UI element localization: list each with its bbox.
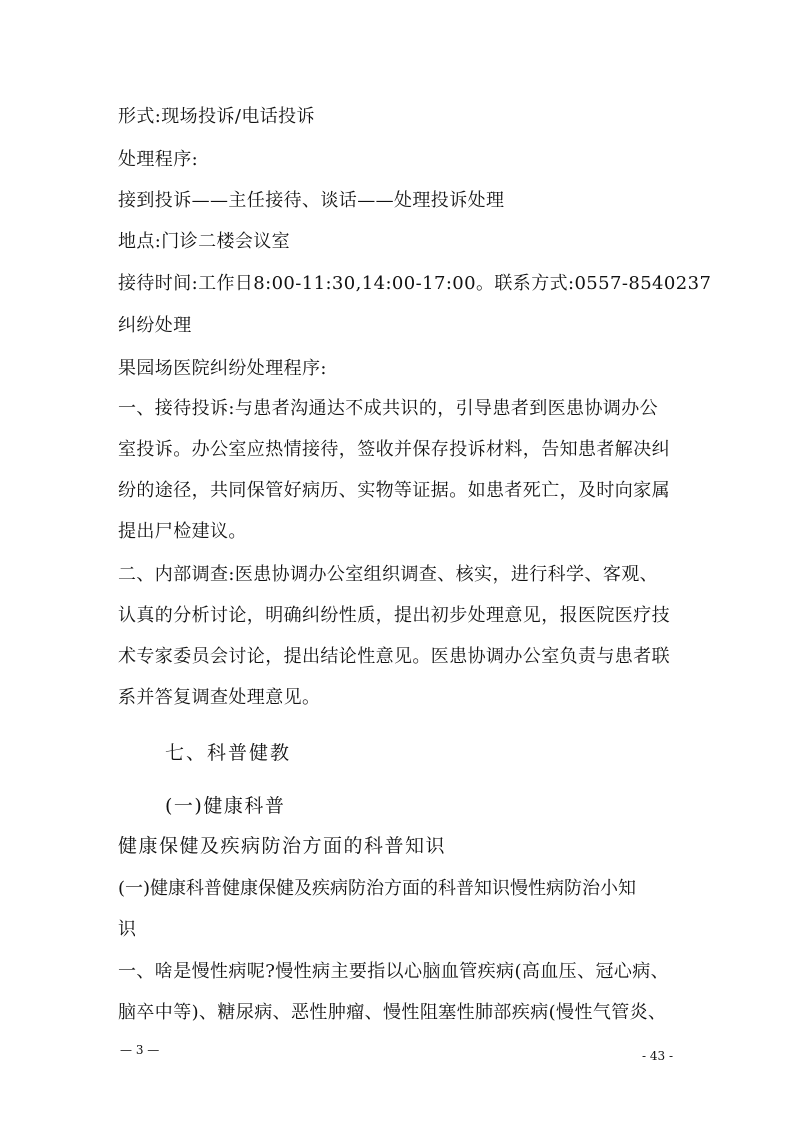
page-number-left: — 3 — (120, 1043, 160, 1057)
section-seven-title: 七、科普健教 (165, 742, 292, 764)
step2-line: 认真的分析讨论，明确纠纷性质，提出初步处理意见，报医院医疗技 (118, 605, 670, 626)
procedure-label: 处理程序: (118, 149, 199, 170)
step2-line: 系并答复调查处理意见。 (118, 687, 321, 708)
page-number-right: - 43 - (642, 1049, 674, 1063)
dispute-title: 纠纷处理 (118, 315, 192, 336)
section-seven-heading: 健康保健及疾病防治方面的科普知识 (118, 835, 447, 857)
step1-line: 室投诉。办公室应热情接待，签收并保存投诉材料，告知患者解决纠 (118, 439, 670, 460)
step2-line: 二、内部调查:医患协调办公室组织调查、核实，进行科学、客观、 (118, 564, 659, 585)
intro-line: (一)健康科普健康保健及疾病防治方面的科普知识慢性病防治小知 (118, 878, 637, 899)
paragraph-line: 脑卒中等)、糖尿病、恶性肿瘤、慢性阻塞性肺部疾病(慢性气管炎、 (118, 1002, 667, 1023)
step1-line: 提出尸检建议。 (118, 521, 247, 542)
reception-hours: 接待时间:工作日8:00-11:30,14:00-17:00。联系方式:0557-8540237 (118, 273, 712, 294)
step2-line: 术专家委员会讨论，提出结论性意见。医患协调办公室负责与患者联 (118, 646, 670, 667)
paragraph-line: 一、啥是慢性病呢?慢性病主要指以心脑血管疾病(高血压、冠心病、 (118, 961, 670, 982)
step1-line: 纷的途径，共同保管好病历、实物等证据。如患者死亡，及时向家属 (118, 480, 670, 501)
intro-line: 识 (118, 919, 137, 940)
dispute-procedure-title: 果园场医院纠纷处理程序: (118, 358, 327, 379)
complaint-procedure: 接到投诉——主任接待、谈话——处理投诉处理 (118, 190, 505, 211)
section-seven-subtitle: (一)健康科普 (165, 795, 286, 817)
step1-line: 一、接待投诉:与患者沟通达不成共识的，引导患者到医患协调办公 (118, 398, 659, 419)
complaint-form: 形式:现场投诉/电话投诉 (118, 106, 315, 127)
complaint-location: 地点:门诊二楼会议室 (118, 231, 291, 252)
